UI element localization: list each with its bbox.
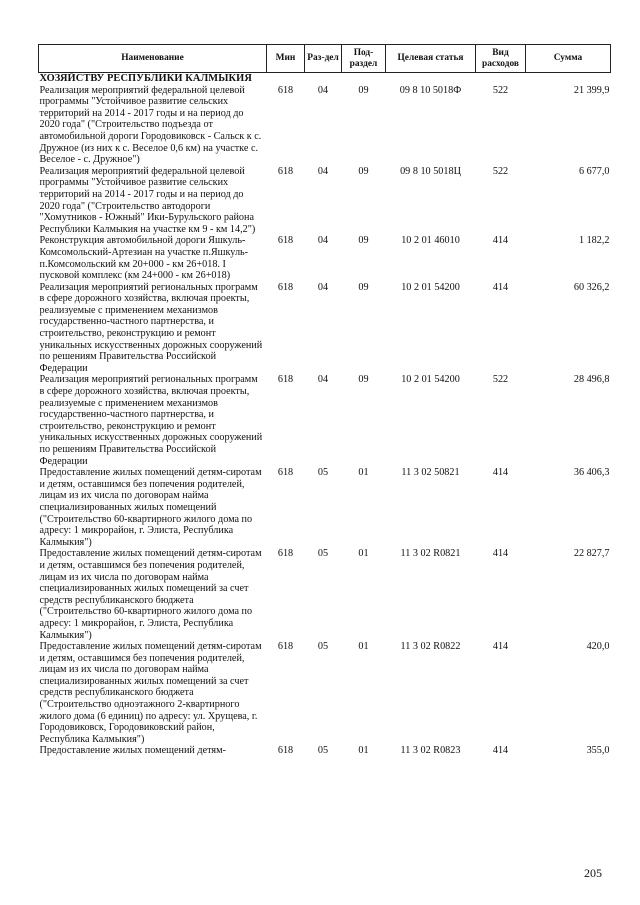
- cell-statya: 11 3 02 R0823: [400, 745, 461, 757]
- cell-vid: [476, 73, 526, 85]
- cell-summa: 355,0: [586, 745, 610, 757]
- cell-razdel: 05: [317, 467, 329, 479]
- cell-vid: 414: [492, 281, 509, 293]
- cell-summa: 60 326,2: [573, 281, 610, 293]
- cell-name: Реализация мероприятий федеральной целевой программы "Устойчивое развитие сельских территорий на 2014 - 2017 годы и на период до 2020 года" ("Строительство подъезда от автомобильной дороги Городовиковск - Сальск к с. Дружное (из них к с. Веселое 0,6 км) на участке с. Веселое - с. Дружное"): [39, 84, 262, 166]
- table-row: [39, 235, 611, 281]
- header-podrazdel: Под-раздел: [342, 45, 386, 73]
- header-statya: Целевая статья: [386, 45, 476, 73]
- cell-min: 618: [277, 235, 294, 247]
- cell-statya: 09 8 10 5018Ц: [400, 165, 461, 177]
- page-number: 205: [584, 866, 602, 880]
- cell-vid: 414: [492, 235, 509, 247]
- cell-min: [267, 73, 305, 85]
- cell-summa: [526, 73, 611, 85]
- cell-podrazdel: 09: [358, 235, 369, 247]
- cell-vid: 414: [492, 745, 509, 757]
- cell-name: Предоставление жилых помещений детям-сиротам и детям, оставшимся без попечения родителей, лицам из их числа по договорам найма специализированных жилых помещений за счет средств республиканского бюджета ("Строительство 60-квартирного жилого дома по адресу: 1 микрорайон, г. Элиста, Республика Калмыкия"): [39, 548, 262, 641]
- cell-name: ХОЗЯЙСТВУ РЕСПУБЛИКИ КАЛМЫКИЯ: [39, 73, 252, 84]
- cell-name: Реализация мероприятий региональных программ в сфере дорожного хозяйства, включая проекты, реализуемые с применением механизмов государственно-частного партнерства, и строительство, реконструкцию и ремонт уникальных искусственных дорожных сооружений по решениям Правительства Российской Федерации: [39, 281, 263, 374]
- table-body: [39, 73, 611, 758]
- cell-vid: 414: [492, 641, 509, 653]
- cell-min: 618: [277, 641, 294, 653]
- header-name: Наименование: [39, 45, 267, 73]
- cell-razdel: 04: [317, 165, 329, 177]
- cell-statya: 11 3 02 R0822: [400, 641, 461, 653]
- cell-name: Реконструкция автомобильной дороги Яшкуль-Комсомольский-Артезиан на участке п.Яшкуль-п.Комсомольский км 20+000 - км 26+018. I пусковой комплекс (км 24+000 - км 26+018): [39, 235, 249, 282]
- cell-name: Предоставление жилых помещений детям-сиротам и детям, оставшимся без попечения родителей, лицам из их числа по договорам найма специализированных жилых помещений ("Строительство 60-квартирного жилого дома по адресу: 1 микрорайон, г. Элиста, Республика Калмыкия"): [39, 467, 262, 548]
- cell-min: 618: [277, 165, 294, 177]
- cell-min: 618: [277, 467, 294, 479]
- cell-vid: 522: [492, 165, 509, 177]
- cell-podrazdel: 09: [358, 374, 369, 386]
- cell-statya: 11 3 02 R0821: [400, 548, 461, 560]
- cell-summa: 36 406,3: [573, 467, 610, 479]
- cell-razdel: 04: [317, 374, 329, 386]
- cell-vid: 414: [492, 467, 509, 479]
- cell-min: 618: [277, 745, 294, 757]
- cell-summa: 420,0: [586, 641, 610, 653]
- cell-razdel: [305, 73, 342, 85]
- cell-statya: 10 2 01 54200: [401, 374, 460, 386]
- cell-name: Предоставление жилых помещений детям-сиротам и детям, оставшимся без попечения родителей, лицам из их числа по договорам найма специализированных жилых помещений за счет средств республиканского бюджета ("Строительство одноэтажного 2-квартирного жилого дома (6 единиц) по адресу: ул. Хрущева, г. Городовиковск, Городовиковский район, Республика Калмыкия"): [39, 641, 262, 745]
- table-row: [39, 467, 611, 548]
- header-min: Мин: [267, 45, 305, 73]
- cell-vid: 414: [492, 548, 509, 560]
- cell-min: 618: [277, 548, 294, 560]
- cell-statya: 09 8 10 5018Ф: [399, 84, 462, 96]
- cell-min: 618: [277, 84, 294, 96]
- cell-razdel: 05: [317, 548, 329, 560]
- table-row: [39, 85, 611, 166]
- cell-summa: 1 182,2: [578, 235, 610, 247]
- cell-name: Реализация мероприятий региональных программ в сфере дорожного хозяйства, включая проекты, реализуемые с применением механизмов государственно-частного партнерства, и строительство, реконструкцию и ремонт уникальных искусственных дорожных сооружений по решениям Правительства Российской Федерации: [39, 374, 263, 467]
- cell-podrazdel: 01: [358, 641, 369, 653]
- cell-razdel: 05: [317, 745, 329, 757]
- cell-statya: [386, 73, 476, 85]
- table-row: [39, 73, 611, 85]
- table-row: [39, 548, 611, 641]
- cell-podrazdel: 09: [358, 165, 369, 177]
- cell-summa: 21 399,9: [573, 84, 610, 96]
- budget-table: [38, 44, 611, 757]
- cell-statya: 11 3 02 50821: [401, 467, 460, 479]
- table-row: [39, 166, 611, 236]
- cell-summa: 28 496,8: [573, 374, 610, 386]
- table-row: [39, 374, 611, 467]
- cell-podrazdel: 09: [358, 84, 369, 96]
- cell-podrazdel: [342, 73, 386, 85]
- header-razdel: Раз-дел: [305, 45, 342, 73]
- cell-razdel: 04: [317, 281, 329, 293]
- cell-podrazdel: 01: [358, 745, 369, 757]
- table-row: [39, 282, 611, 375]
- cell-min: 618: [277, 374, 294, 386]
- cell-name: Предоставление жилых помещений детям-: [39, 745, 226, 757]
- cell-vid: 522: [492, 374, 509, 386]
- cell-name: Реализация мероприятий федеральной целевой программы "Устойчивое развитие сельских территорий на 2014 - 2017 годы и на период до 2020 года" ("Строительство автодороги "Хомутников - Южный" Ики-Бурульского района Республики Калмыкия на участке км 9 - км 14,2"): [39, 165, 256, 235]
- cell-razdel: 05: [317, 641, 329, 653]
- cell-podrazdel: 09: [358, 281, 369, 293]
- header-summa: Сумма: [526, 45, 611, 73]
- table-row: [39, 745, 611, 757]
- cell-razdel: 04: [317, 84, 329, 96]
- cell-summa: 6 677,0: [578, 165, 610, 177]
- table-row: [39, 641, 611, 745]
- cell-razdel: 04: [317, 235, 329, 247]
- cell-statya: 10 2 01 54200: [401, 281, 460, 293]
- cell-statya: 10 2 01 46010: [401, 235, 460, 247]
- cell-vid: 522: [492, 84, 509, 96]
- cell-podrazdel: 01: [358, 467, 369, 479]
- header-vid: Вид расходов: [476, 45, 526, 73]
- table-header-row: [39, 45, 611, 73]
- cell-podrazdel: 01: [358, 548, 369, 560]
- cell-min: 618: [277, 281, 294, 293]
- cell-summa: 22 827,7: [573, 548, 610, 560]
